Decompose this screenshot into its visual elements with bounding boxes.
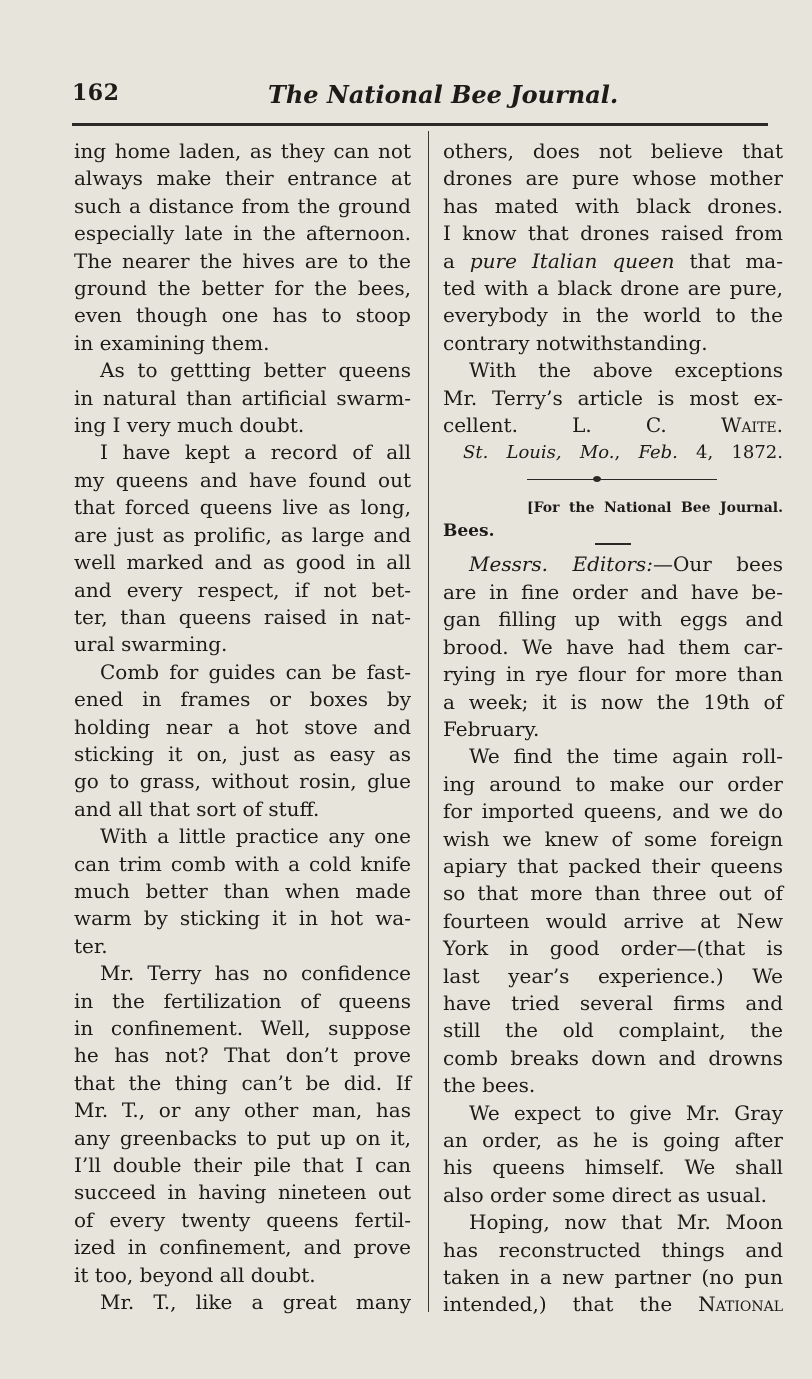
text-line: ground the better for the bees, (74, 276, 411, 301)
text-line: always make their entrance at (74, 166, 411, 191)
text-line: apiary that packed their queens (443, 853, 783, 878)
text-line: I have kept a record of all (100, 440, 411, 465)
text-line: has mated with black drones. (443, 193, 783, 218)
paragraph (443, 743, 783, 1099)
text-line: ted with a black drone are pure, (443, 276, 783, 301)
text-line: so that more than three out of (443, 881, 783, 906)
page-number: 162 (72, 80, 120, 106)
paragraph (443, 579, 783, 743)
left-column (74, 138, 411, 1316)
text-line: With the above exceptions (469, 358, 783, 383)
text-line: Mr. Terry’s article is most ex- (443, 385, 783, 410)
paragraph (74, 823, 411, 960)
text-line: Hoping, now that Mr. Moon (469, 1210, 783, 1235)
text-line: have tried several firms and (443, 990, 783, 1015)
text-line: The nearer the hives are to the (74, 248, 411, 273)
text-line: in the fertilization of queens (74, 988, 411, 1013)
text-line: We expect to give Mr. Gray (469, 1100, 783, 1125)
text-line: ing I very much doubt. (74, 413, 305, 438)
text-line: and every respect, if not bet- (74, 577, 411, 602)
text-line: of every twenty queens fertil- (74, 1207, 411, 1232)
signature-place-date: St. Louis, Mo., Feb. 4, 1872. (463, 442, 783, 464)
text-line: ened in frames or boxes by (74, 687, 411, 712)
text-line: warm by sticking it in hot wa- (74, 906, 411, 931)
text-line: February. (443, 716, 540, 741)
text-line: taken in a new partner (no pun (443, 1265, 783, 1290)
text-line: that the thing can’t be did. If (74, 1070, 411, 1095)
signature-line: cellent. L. C. Waite. (443, 413, 784, 438)
text-line: his queens himself. We shall (443, 1155, 783, 1180)
text-line: As to gettting better queens (100, 358, 411, 383)
text-line: the bees. (443, 1073, 536, 1098)
text-line: ter. (74, 933, 108, 958)
text-line: contrary notwithstanding. (443, 330, 708, 355)
text-line: everybody in the world to the (443, 303, 783, 328)
text-line: can trim comb with a cold knife (74, 851, 411, 876)
text-line: in examining them. (74, 330, 270, 355)
salutation: Messrs. Editors: (469, 552, 653, 577)
article-title: Bees. (443, 521, 495, 542)
text-line: ized in confinement, and prove (74, 1235, 411, 1260)
paragraph (443, 275, 783, 357)
text-line: for imported queens, and we do (443, 799, 783, 824)
paragraph (74, 960, 411, 1289)
text-line: and all that sort of stuff. (74, 796, 320, 821)
text-line: gan filling up with eggs and (443, 607, 783, 632)
text-line: a week; it is now the 19th of (443, 689, 783, 714)
text-line: ing home laden, as they can not (74, 139, 411, 163)
text-line: Messrs. Editors:—Our bees (469, 552, 783, 577)
text-line: Mr. T., like a great many (100, 1290, 411, 1315)
text-line: my queens and have found out (74, 467, 411, 492)
text-line: such a distance from the ground (74, 193, 411, 218)
text-line: also order some direct as usual. (443, 1182, 768, 1207)
text-line: well marked and as good in all (74, 550, 411, 575)
text-line: much better than when made (74, 878, 411, 903)
journal-name-smallcaps: National (698, 1292, 783, 1317)
article-attribution: [For the National Bee Journal. (527, 500, 783, 517)
paragraph (443, 1209, 783, 1291)
text-line: are just as prolific, as large and (74, 522, 411, 547)
text-line: wish we knew of some foreign (443, 826, 783, 851)
text-line: that forced queens live as long, (74, 495, 411, 520)
paragraph (74, 1289, 411, 1316)
text-line: in natural than artificial swarm- (74, 385, 411, 410)
text-line: rying in rye flour for more than (443, 662, 783, 687)
text-line: Comb for guides can be fast- (100, 659, 411, 684)
text-line: he has not? That don’t prove (74, 1043, 411, 1068)
text-line: comb breaks down and drowns (443, 1045, 783, 1070)
text-line: still the old complaint, the (443, 1018, 783, 1043)
text-line: a pure Italian queen that ma- (443, 248, 783, 273)
paragraph (74, 138, 411, 357)
signature-name: L. C. Waite. (572, 413, 784, 438)
text-line: York in good order—(that is (443, 936, 783, 961)
text-line: are in fine order and have be- (443, 579, 783, 604)
text-line: has reconstructed things and (443, 1237, 783, 1262)
text-line: intended,) that the National (443, 1292, 783, 1317)
text-line: especially late in the afternoon. (74, 221, 411, 246)
text-line: We find the time again roll- (469, 744, 783, 769)
text-line: fourteen would arrive at New (443, 908, 783, 933)
column-divider (428, 131, 429, 1312)
italic-phrase: pure Italian queen (469, 248, 675, 273)
header-rule (72, 123, 768, 126)
text-line: ural swarming. (74, 632, 228, 657)
text-line: last year’s experience.) We (443, 963, 783, 988)
text-line: ter, than queens raised in nat- (74, 604, 411, 629)
text-line: sticking it on, just as easy as (74, 741, 411, 766)
right-column (443, 138, 783, 1319)
section-separator (443, 467, 783, 497)
paragraph (443, 1100, 783, 1210)
title-underline (595, 543, 631, 545)
paragraph (443, 138, 783, 248)
text-line: ing around to make our order (443, 771, 783, 796)
text-line: brood. We have had them car- (443, 634, 783, 659)
text-line: go to grass, without rosin, glue (74, 769, 411, 794)
text-line: I know that drones raised from (443, 221, 783, 246)
text-line: I’ll double their pile that I can (74, 1153, 411, 1178)
text-line: others, does not believe that (443, 139, 783, 163)
paragraph (74, 439, 411, 658)
paragraph (443, 357, 783, 412)
text-line: holding near a hot stove and (74, 714, 411, 739)
text-line: drones are pure whose mother (443, 166, 783, 191)
text-line: With a little practice any one (100, 824, 411, 849)
text-line: Mr. T., or any other man, has (74, 1098, 411, 1123)
text-line: an order, as he is going after (443, 1128, 783, 1152)
text-line: succeed in having nineteen out (74, 1180, 411, 1205)
journal-title: The National Bee Journal. (268, 80, 619, 109)
text-line: it too, beyond all doubt. (74, 1262, 316, 1287)
paragraph (74, 659, 411, 823)
text-line: in confinement. Well, suppose (74, 1016, 411, 1040)
text-line: Mr. Terry has no confidence (100, 961, 411, 986)
text-line: any greenbacks to put up on it, (74, 1125, 411, 1150)
text-line: even though one has to stoop (74, 303, 411, 328)
paragraph (74, 357, 411, 439)
